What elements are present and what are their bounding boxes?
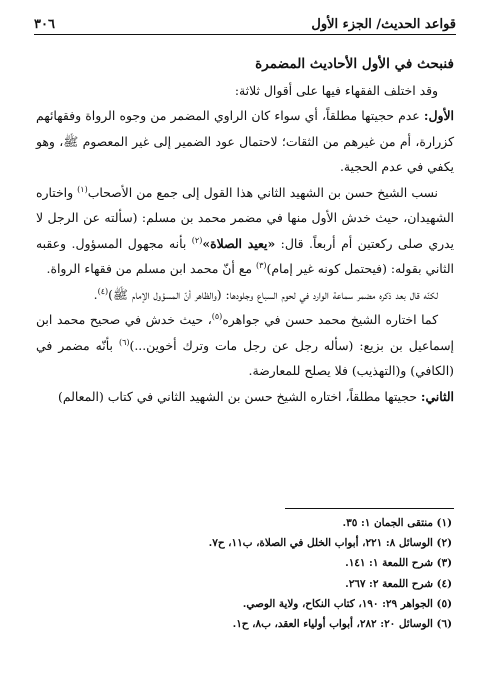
attribution-text-4: مع أنّ محمد ابن مسلم من فقهاء الرواة. xyxy=(46,261,256,276)
jawahir-text-2: ، حيث خدش في صحيح محمد ابن إسماعيل بن بزيع: (سأله رجل عن رجل مات وترك أخوين...) xyxy=(36,312,454,353)
footnote-ref-1: (١) xyxy=(77,184,88,194)
footnote: (٢) الوسائل ٨: ٢٢١، أبواب الخلل في الصلاة، ب١١، ح٧. xyxy=(208,537,452,550)
page-body xyxy=(36,52,454,409)
second-opinion-label: الثاني: xyxy=(420,388,454,404)
second-opinion-paragraph xyxy=(36,384,454,410)
footnote: (١) منتقى الجمان ١: ٣٥. xyxy=(342,517,452,529)
jawahir-text-1: كما اختاره الشيخ محمد حسن في جواهره xyxy=(222,312,438,327)
page-header xyxy=(34,10,456,32)
footnote-ref-6: (٦) xyxy=(118,337,130,347)
attribution-text-3: بأنه مجهول المسؤول. وعقبه الثاني بقوله: (فيحتمل كونه غير إمام) xyxy=(36,235,454,276)
footnote: (٤) شرح اللمعة ٢: ٢٦٧. xyxy=(345,577,452,590)
section-heading: فنبحث في الأول الأحاديث المضمرة xyxy=(255,56,454,72)
jawahir-text-3: بأنّه مضمر في (الكافي) و(التهذيب) فلا يصلح للمعارضة. xyxy=(36,337,454,378)
samaa-paragraph xyxy=(36,282,454,308)
footnote: (٦) الوسائل ٢٠: ٢٨٢، أبواب أولياء العقد، ب٨، ح١. xyxy=(232,618,452,631)
second-opinion-text: حجيتها مطلقاً، اختاره الشيخ حسن بن الشهيد الثاني في كتاب (المعالم) xyxy=(57,388,417,404)
footnote: (٣) شرح اللمعة ١: ١٤١. xyxy=(345,557,452,570)
attribution-text-1: نسب الشيخ حسن بن الشهيد الثاني هذا القول إلى جمع من الأصحاب xyxy=(87,184,438,200)
footnote-ref-4: (٤) xyxy=(97,286,109,296)
first-opinion-label: الأول: xyxy=(423,108,454,123)
footnotes xyxy=(36,513,452,634)
running-title: قواعد الحديث/ الجزء الأول xyxy=(311,17,456,32)
footnote: (٥) الجواهر ٢٩: ١٩٠، كتاب النكاح، ولاية الوصي. xyxy=(242,597,452,610)
quoted-ruling: «يعيد الصلاة» xyxy=(202,235,276,251)
attribution-paragraph xyxy=(36,180,454,282)
footnote-ref-5: (٥) xyxy=(211,311,223,321)
first-opinion-text: عدم حجيتها مطلقاً، أي سواء كان الراوي المضمر من وجوه الرواة وفقهائهم كزرارة، أم من غيرهم من الثقات؛ لاحتمال عود الضمير إلى غير المعصوم ﷺ، وهو يكفي في عدم الحجية. xyxy=(36,108,454,174)
first-opinion-paragraph xyxy=(36,103,454,180)
page-number: ٣٠٦ xyxy=(34,17,55,32)
attribution-text-2: واختاره الشهيدان، حيث خدش الأول منها في مضمر محمد بن مسلم: (سألته عن الرجل لا يدري صلى ركعتين أم أربعاً. قال: xyxy=(36,184,455,251)
footnote-ref-3: (٣) xyxy=(255,260,267,270)
intro-paragraph: وقد اختلف الفقهاء فيها على أقوال ثلاثة: xyxy=(234,82,438,98)
footnote-ref-2: (٢) xyxy=(191,235,203,245)
footnote-separator xyxy=(285,508,454,509)
header-rule xyxy=(34,34,456,35)
samaa-text-2: . xyxy=(93,286,98,302)
jawahir-paragraph xyxy=(36,307,454,384)
samaa-text-1: لكنّه قال بعد ذكره مضمر سماعة الوارد في لحوم السباع وجلودها: (والظاهر أنّ المسؤول الإمام ﷺ) xyxy=(108,286,438,302)
